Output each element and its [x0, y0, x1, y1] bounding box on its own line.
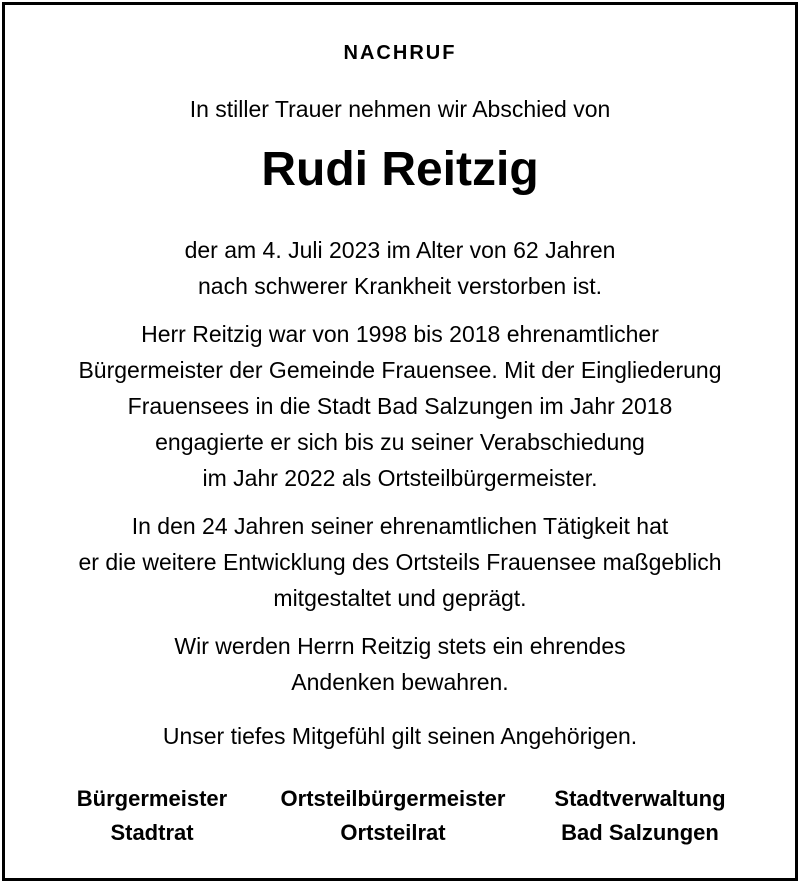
text-line: Herr Reitzig war von 1998 bis 2018 ehrenamtlicher — [141, 321, 659, 347]
notice-heading: NACHRUF — [343, 42, 457, 64]
text-line: Bürgermeister der Gemeinde Frauensee. Mit der Eingliederung — [78, 357, 722, 383]
paragraph-legacy — [0, 508, 800, 616]
text-line: nach schwerer Krankheit verstorben ist. — [198, 273, 602, 299]
signature-line: Ortsteilbürgermeister — [280, 786, 506, 811]
text-line: der am 4. Juli 2023 im Alter von 62 Jahren — [184, 237, 616, 263]
text-line: Wir werden Herrn Reitzig stets ein ehrendes — [174, 633, 626, 659]
signature-administration — [530, 782, 750, 850]
text-line: Frauensees in die Stadt Bad Salzungen im Jahr 2018 — [127, 393, 673, 419]
paragraph-remembrance — [0, 628, 800, 700]
signature-line: Stadtrat — [110, 820, 194, 845]
text-line: er die weitere Entwicklung des Ortsteils Frauensee maßgeblich — [78, 549, 722, 575]
text-line: In den 24 Jahren seiner ehrenamtlichen Tätigkeit hat — [131, 513, 669, 539]
text-line: Andenken bewahren. — [291, 669, 509, 695]
text-line: mitgestaltet und geprägt. — [273, 585, 527, 611]
paragraph-career — [0, 316, 800, 496]
intro-line: In stiller Trauer nehmen wir Abschied von — [189, 96, 611, 122]
deceased-name: Rudi Reitzig — [261, 143, 539, 196]
text-line: Unser tiefes Mitgefühl gilt seinen Angehörigen. — [162, 723, 638, 749]
signature-line: Bad Salzungen — [561, 820, 719, 845]
text-line: engagierte er sich bis zu seiner Verabschiedung — [155, 429, 645, 455]
text-line: im Jahr 2022 als Ortsteilbürgermeister. — [202, 465, 598, 491]
signature-line: Stadtverwaltung — [554, 786, 726, 811]
signature-line: Ortsteilrat — [340, 820, 446, 845]
signature-line: Bürgermeister — [76, 786, 228, 811]
signature-district — [262, 782, 524, 850]
paragraph-condolence — [0, 718, 800, 754]
signature-mayor-council — [52, 782, 252, 850]
paragraph-death-info — [0, 232, 800, 304]
